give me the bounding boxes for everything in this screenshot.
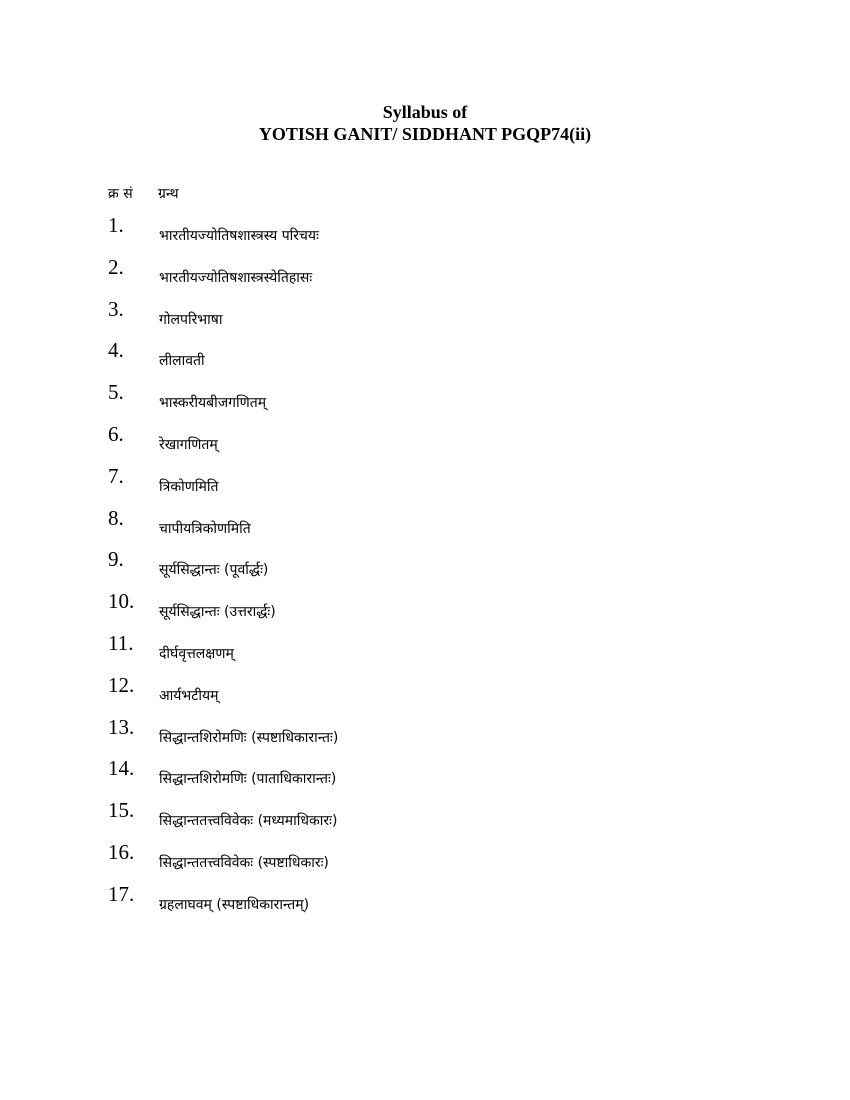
item-text: आर्यभटीयम्	[159, 687, 219, 704]
item-number: 2.	[108, 254, 124, 279]
item-text: ग्रहलाघवम् (स्पष्टाधिकारान्तम्)	[159, 896, 310, 913]
item-number: 3.	[108, 296, 124, 321]
item-number: 17.	[108, 881, 135, 906]
syllabus-list	[108, 213, 748, 924]
list-item	[108, 213, 748, 255]
item-number: 5.	[108, 380, 124, 405]
item-text: भास्करीयबीजगणितम्	[159, 395, 267, 412]
header-text: ग्रन्थ	[158, 186, 179, 202]
list-item	[108, 380, 748, 422]
list-item	[108, 589, 748, 631]
item-number: 4.	[108, 338, 124, 363]
list-header	[108, 184, 179, 204]
list-item	[108, 631, 748, 673]
item-number: 12.	[108, 672, 135, 697]
item-text: दीर्घवृत्तलक्षणम्	[159, 645, 234, 662]
item-number: 11.	[108, 630, 134, 655]
item-text: रेखागणितम्	[159, 436, 218, 453]
list-item	[108, 506, 748, 548]
list-item	[108, 673, 748, 715]
list-item	[108, 756, 748, 798]
item-number: 13.	[108, 714, 135, 739]
item-text: सूर्यसिद्धान्तः (पूर्वार्द्धः)	[159, 562, 269, 579]
title-line-1: Syllabus of	[382, 102, 468, 122]
item-text: सूर्यसिद्धान्तः (उत्तरार्द्धः)	[159, 604, 276, 621]
item-number: 16.	[108, 839, 135, 864]
list-item	[108, 715, 748, 757]
item-text: सिद्धान्तशिरोमणिः (स्पष्टाधिकारान्तः)	[159, 729, 339, 746]
list-item	[108, 798, 748, 840]
list-item	[108, 422, 748, 464]
item-text: भारतीयज्योतिषशास्त्रस्येतिहासः	[159, 269, 313, 286]
list-item	[108, 297, 748, 339]
header-serial: क्र सं	[108, 186, 133, 202]
item-number: 15.	[108, 798, 135, 823]
title-line-2: YOTISH GANIT/ SIDDHANT PGQP74(ii)	[258, 124, 592, 144]
item-text: लीलावती	[159, 353, 205, 370]
item-number: 9.	[108, 547, 124, 572]
item-number: 1.	[108, 213, 124, 237]
item-text: सिद्धान्तशिरोमणिः (पाताधिकारान्तः)	[159, 771, 337, 788]
item-number: 14.	[108, 756, 135, 781]
list-item	[108, 338, 748, 380]
item-text: त्रिकोणमिति	[159, 478, 219, 495]
item-text: सिद्धान्ततत्त्वविवेकः (मध्यमाधिकारः)	[159, 813, 338, 830]
item-text: सिद्धान्ततत्त्वविवेकः (स्पष्टाधिकारः)	[159, 854, 329, 871]
item-number: 7.	[108, 463, 124, 488]
item-text: भारतीयज्योतिषशास्त्रस्य परिचयः	[159, 228, 319, 244]
item-number: 6.	[108, 421, 124, 446]
item-number: 8.	[108, 505, 124, 530]
list-item	[108, 882, 748, 924]
item-text: गोलपरिभाषा	[159, 311, 223, 328]
list-item	[108, 547, 748, 589]
item-text: चापीयत्रिकोणमिति	[159, 520, 251, 537]
document-title	[0, 101, 850, 145]
list-item	[108, 840, 748, 882]
list-item	[108, 464, 748, 506]
item-number: 10.	[108, 589, 135, 614]
list-item	[108, 255, 748, 297]
